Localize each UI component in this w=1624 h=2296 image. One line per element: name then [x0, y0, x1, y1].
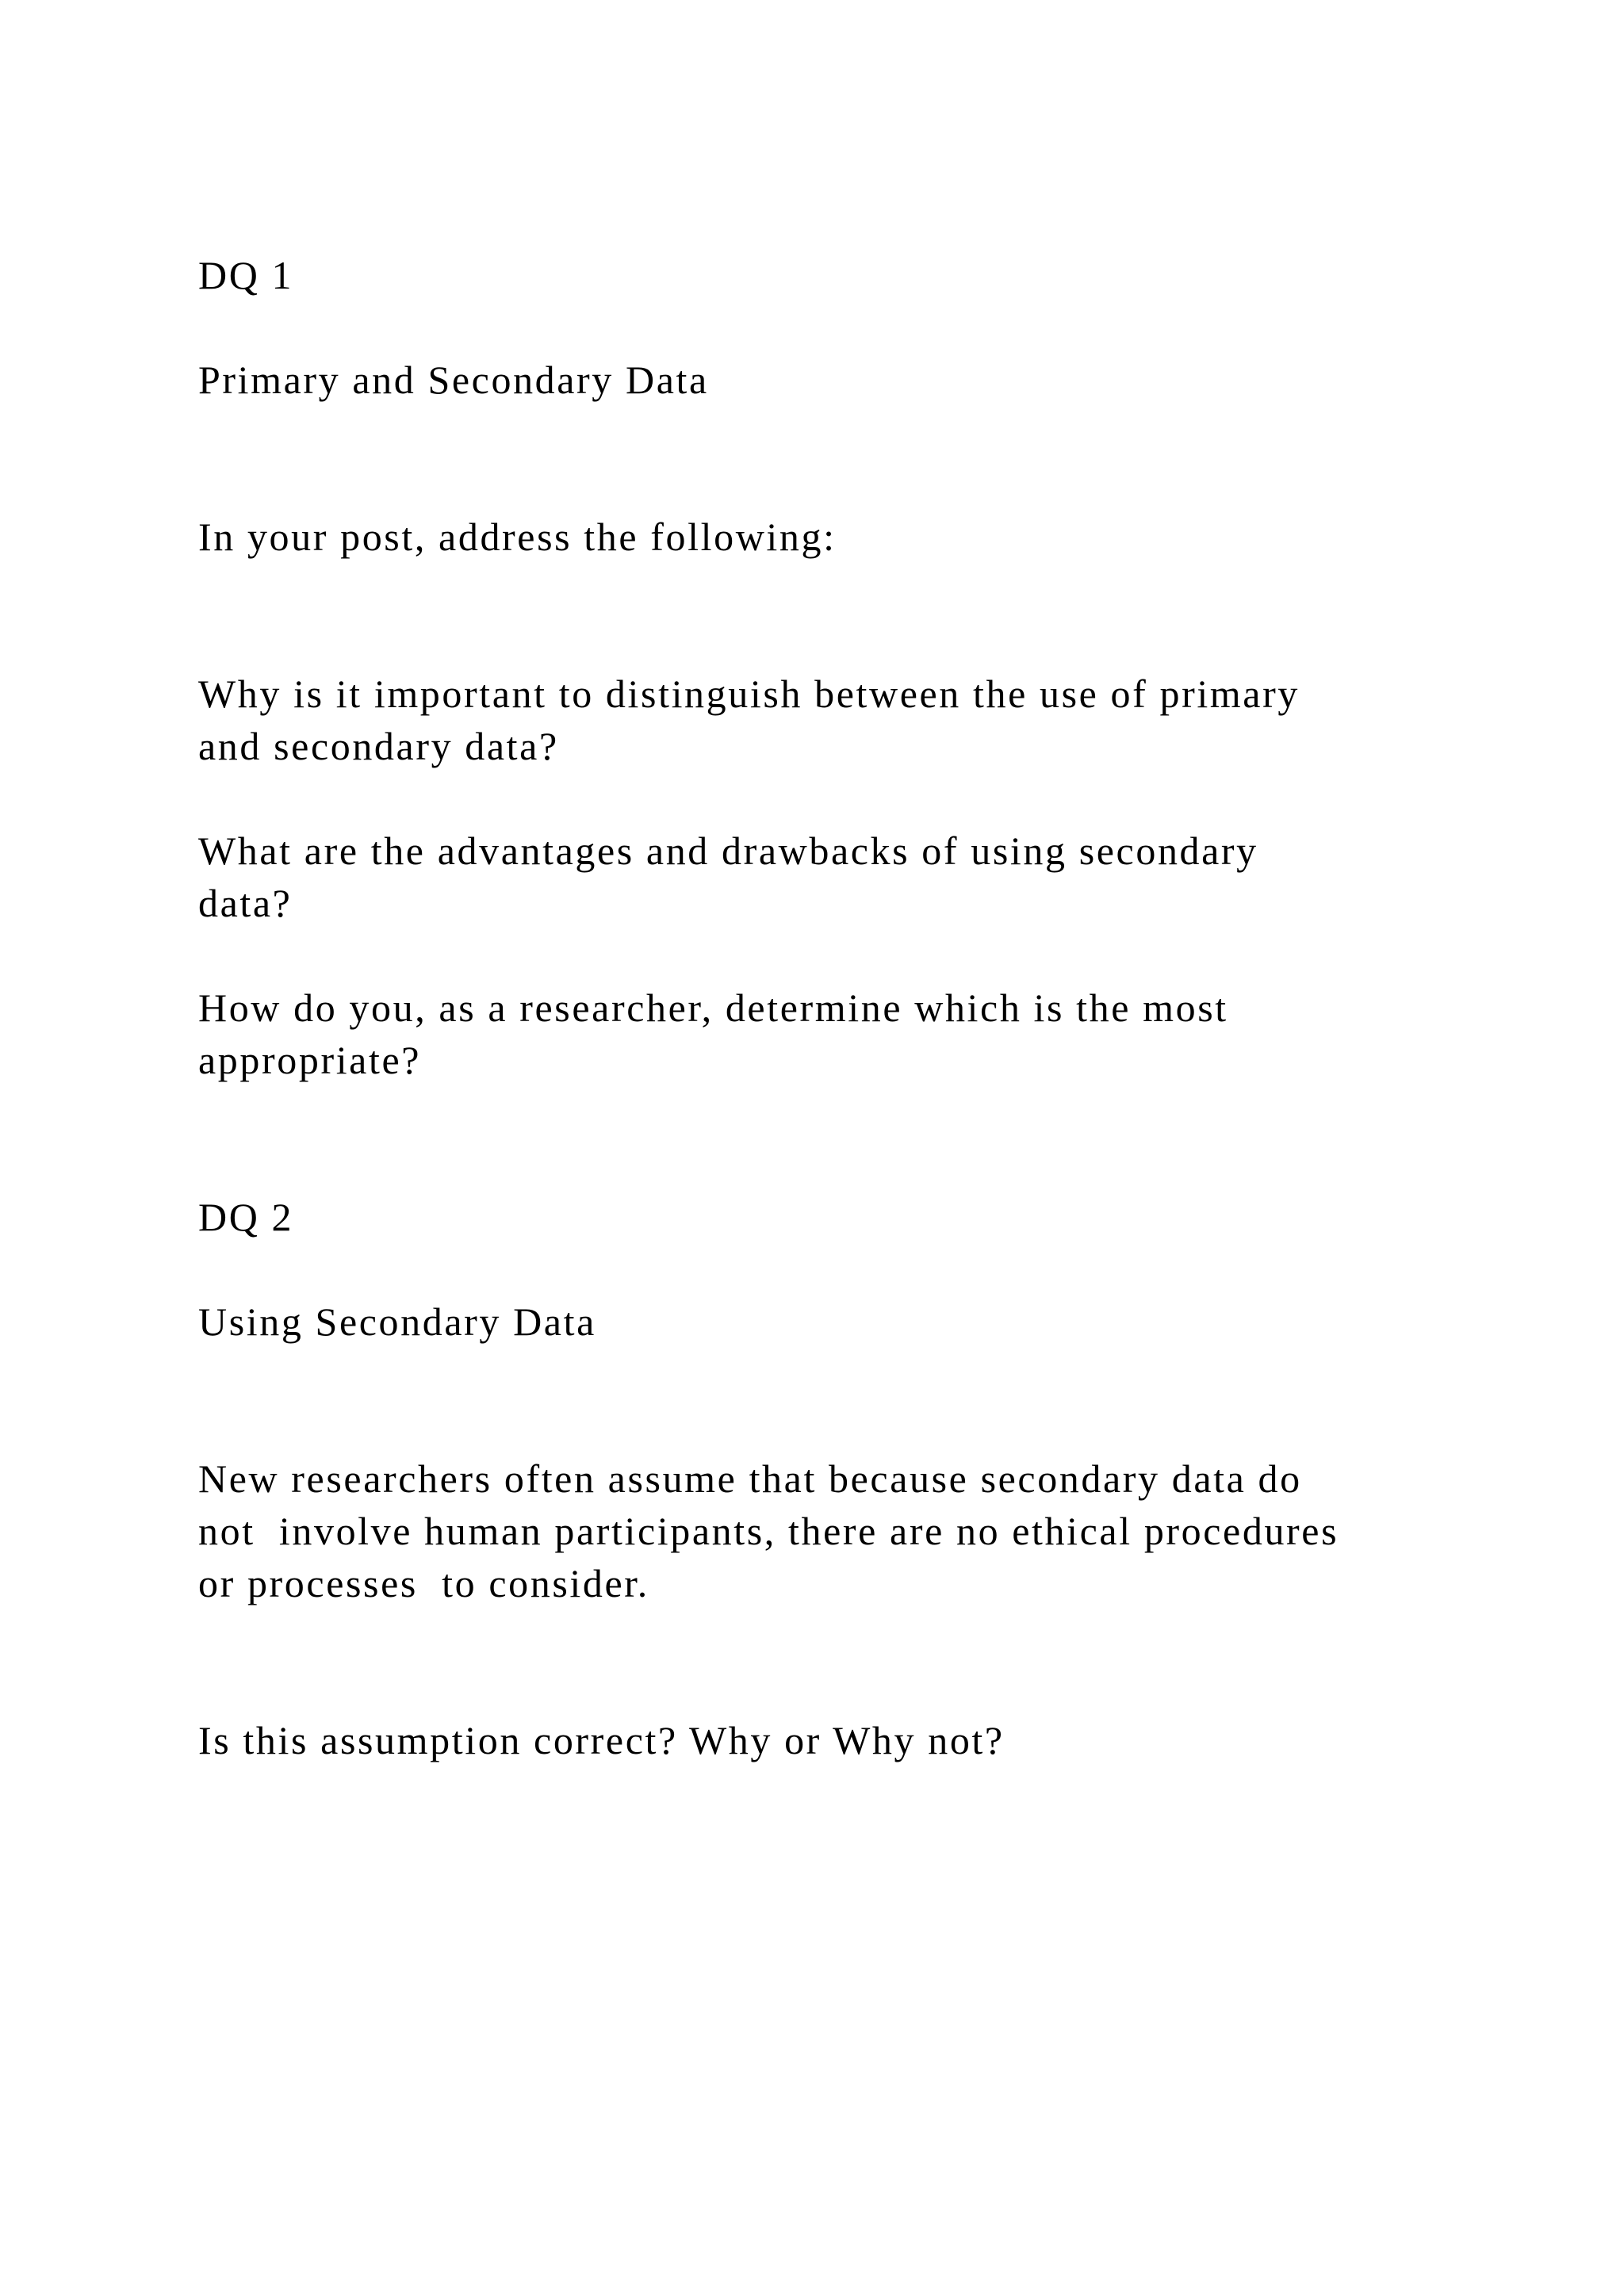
dq1-question-3-line-2: appropriate?	[198, 1038, 422, 1082]
dq1-question-1-line-1: Why is it important to distinguish between the use of primary	[198, 672, 1300, 716]
dq1-question-3-line-1: How do you, as a researcher, determine which is the most	[198, 985, 1228, 1030]
dq1-heading: DQ 1	[198, 253, 294, 297]
dq2-topic: Using Secondary Data	[198, 1299, 596, 1344]
dq1-question-2-line-1: What are the advantages and drawbacks of using secondary	[198, 828, 1258, 873]
dq1-question-2-line-2: data?	[198, 881, 293, 925]
dq2-question: Is this assumption correct? Why or Why not?	[198, 1718, 1005, 1762]
dq1-intro: In your post, address the following:	[198, 515, 837, 559]
dq2-statement-line-3: or processes to consider.	[198, 1561, 649, 1605]
dq2-heading: DQ 2	[198, 1195, 294, 1239]
dq1-question-1-line-2: and secondary data?	[198, 724, 559, 768]
dq1-topic: Primary and Secondary Data	[198, 358, 709, 402]
dq2-statement-line-1: New researchers often assume that because secondary data do	[198, 1456, 1302, 1501]
dq2-statement-line-2: not involve human participants, there are no ethical procedures	[198, 1509, 1339, 1553]
